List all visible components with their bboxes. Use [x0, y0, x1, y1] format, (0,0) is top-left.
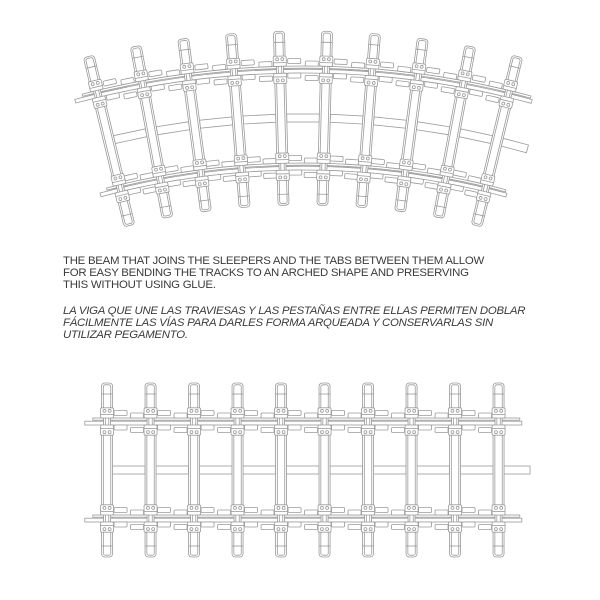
text-line-en-1: THE BEAM THAT JOINS THE SLEEPERS AND THE TABS BETWEEN THEM ALLOW	[63, 255, 484, 267]
text-line-en-2: FOR EASY BENDING THE TRACKS TO AN ARCHED SHAPE AND PRESERVING	[63, 267, 469, 279]
tab	[261, 525, 274, 530]
tab	[288, 411, 301, 416]
tab	[332, 522, 345, 527]
tab	[351, 62, 364, 68]
tab	[345, 159, 358, 165]
tab	[222, 161, 235, 167]
tab	[462, 508, 475, 513]
tab	[398, 66, 411, 72]
tab	[103, 78, 117, 86]
tab	[218, 413, 231, 418]
beam-segment	[374, 466, 407, 474]
sleepers-layer	[83, 31, 522, 227]
tab	[334, 59, 347, 65]
tab	[348, 510, 361, 515]
tab	[333, 74, 346, 80]
tab	[464, 190, 478, 198]
tab	[289, 170, 302, 175]
beam-segment	[330, 466, 363, 474]
tab	[212, 64, 225, 70]
tab	[472, 75, 486, 82]
tab	[114, 425, 127, 430]
tab	[288, 73, 301, 78]
tab	[305, 525, 318, 530]
tab	[392, 525, 405, 530]
tab	[441, 87, 455, 94]
text-line-es-1: LA VIGA QUE UNE LAS TRAVIESAS Y LAS PESTAÑAS ENTRE ELLAS PERMITEN DOBLAR	[63, 305, 526, 317]
curved-track-figure	[75, 31, 532, 227]
tab	[332, 425, 345, 430]
tab	[223, 175, 236, 181]
tab	[379, 76, 392, 82]
tab	[131, 428, 144, 433]
beam-segment	[287, 114, 320, 122]
tab	[486, 95, 500, 103]
tab	[245, 508, 258, 513]
tab	[332, 508, 345, 513]
tab	[348, 413, 361, 418]
tab	[158, 425, 171, 430]
tab	[479, 428, 492, 433]
tab	[143, 187, 157, 194]
beam-segment	[373, 117, 406, 128]
tab	[288, 58, 301, 63]
tab	[174, 510, 187, 515]
beam-segment	[243, 114, 276, 124]
tab	[114, 508, 127, 513]
tab	[396, 81, 409, 87]
beam-segment	[243, 466, 276, 474]
tab	[479, 510, 492, 515]
tab	[114, 411, 127, 416]
tab	[435, 413, 448, 418]
tab	[114, 522, 127, 527]
beam-segment	[200, 466, 233, 474]
tab	[419, 522, 432, 527]
tab	[462, 522, 475, 527]
straight-track-figure	[85, 383, 530, 557]
tab	[241, 60, 254, 66]
tab	[345, 174, 358, 180]
tab	[462, 411, 475, 416]
tab	[462, 425, 475, 430]
tab	[375, 425, 388, 430]
tab	[392, 510, 405, 515]
beam-end-tab	[501, 138, 528, 152]
tab	[174, 428, 187, 433]
tab	[158, 411, 171, 416]
tab	[288, 522, 301, 527]
tab	[245, 522, 258, 527]
text-line-en-3: THIS WITHOUT USING GLUE.	[63, 279, 216, 291]
tab	[183, 180, 197, 187]
beam-end-tab	[504, 466, 530, 474]
tab	[264, 173, 277, 179]
tab	[305, 413, 318, 418]
tab	[245, 425, 258, 430]
tab	[332, 411, 345, 416]
beam-segment	[200, 117, 233, 128]
instruction-text-spanish	[63, 305, 525, 341]
tab	[259, 76, 272, 82]
tab	[435, 525, 448, 530]
tab	[419, 411, 432, 416]
beam-segment	[461, 466, 494, 474]
beam-segment	[459, 129, 492, 144]
beam-segment	[114, 129, 147, 144]
tab	[348, 428, 361, 433]
tab	[385, 177, 398, 183]
tab	[131, 413, 144, 418]
tab	[386, 162, 399, 168]
tab	[392, 428, 405, 433]
tab	[206, 160, 219, 166]
tab	[218, 525, 231, 530]
tab	[305, 61, 318, 66]
tab	[158, 522, 171, 527]
tab	[305, 428, 318, 433]
tab	[288, 508, 301, 513]
tab	[305, 75, 318, 80]
beam-segment	[330, 114, 363, 124]
tab	[214, 79, 227, 85]
tab	[371, 158, 384, 164]
tab	[248, 171, 261, 177]
tab	[131, 525, 144, 530]
beam-segment	[156, 122, 189, 135]
tab	[201, 425, 214, 430]
beam-segment	[113, 466, 146, 474]
tab	[201, 508, 214, 513]
tab	[218, 510, 231, 515]
tab	[174, 413, 187, 418]
tab	[348, 525, 361, 530]
text-line-es-2: FÁCILMENTE LAS VÍAS PARA DARLES FORMA ARQUEADA Y CONSERVARLAS SIN	[63, 317, 494, 329]
tab	[435, 428, 448, 433]
tab	[304, 158, 317, 163]
tab	[174, 525, 187, 530]
tab	[375, 411, 388, 416]
tab	[259, 62, 272, 68]
tab	[196, 78, 209, 84]
tab	[124, 92, 138, 99]
tab	[165, 165, 179, 172]
tab	[419, 425, 432, 430]
tab	[207, 174, 220, 180]
tab	[201, 411, 214, 416]
tab	[288, 425, 301, 430]
tab	[426, 67, 440, 74]
tab	[149, 70, 163, 77]
tab	[289, 155, 302, 160]
tab	[425, 182, 439, 189]
tab	[380, 62, 393, 68]
tab	[242, 74, 255, 80]
tab	[305, 510, 318, 515]
tab	[261, 428, 274, 433]
instruction-text-english	[63, 255, 484, 291]
beam-segment	[287, 466, 320, 474]
tab	[247, 157, 260, 163]
tab	[261, 510, 274, 515]
beam-segment	[416, 122, 449, 135]
tab	[351, 77, 364, 83]
beam-segment	[417, 466, 450, 474]
tab	[218, 428, 231, 433]
tab	[245, 411, 258, 416]
tab	[479, 413, 492, 418]
beam-segment	[156, 466, 189, 474]
tab	[412, 163, 426, 170]
tab	[419, 508, 432, 513]
tab	[169, 84, 183, 91]
tab	[131, 510, 144, 515]
tab	[263, 158, 276, 164]
tab	[453, 170, 467, 177]
tab	[261, 413, 274, 418]
tab	[370, 173, 383, 179]
text-line-es-3: UTILIZAR PEGAMENTO.	[63, 329, 188, 341]
tab	[330, 156, 343, 162]
tab	[375, 508, 388, 513]
tab	[201, 522, 214, 527]
tab	[304, 172, 317, 177]
tab	[195, 64, 208, 70]
tab	[435, 510, 448, 515]
tab	[375, 522, 388, 527]
tab	[124, 173, 138, 181]
tab	[329, 170, 342, 176]
tab	[479, 525, 492, 530]
tab	[158, 508, 171, 513]
tab	[392, 413, 405, 418]
